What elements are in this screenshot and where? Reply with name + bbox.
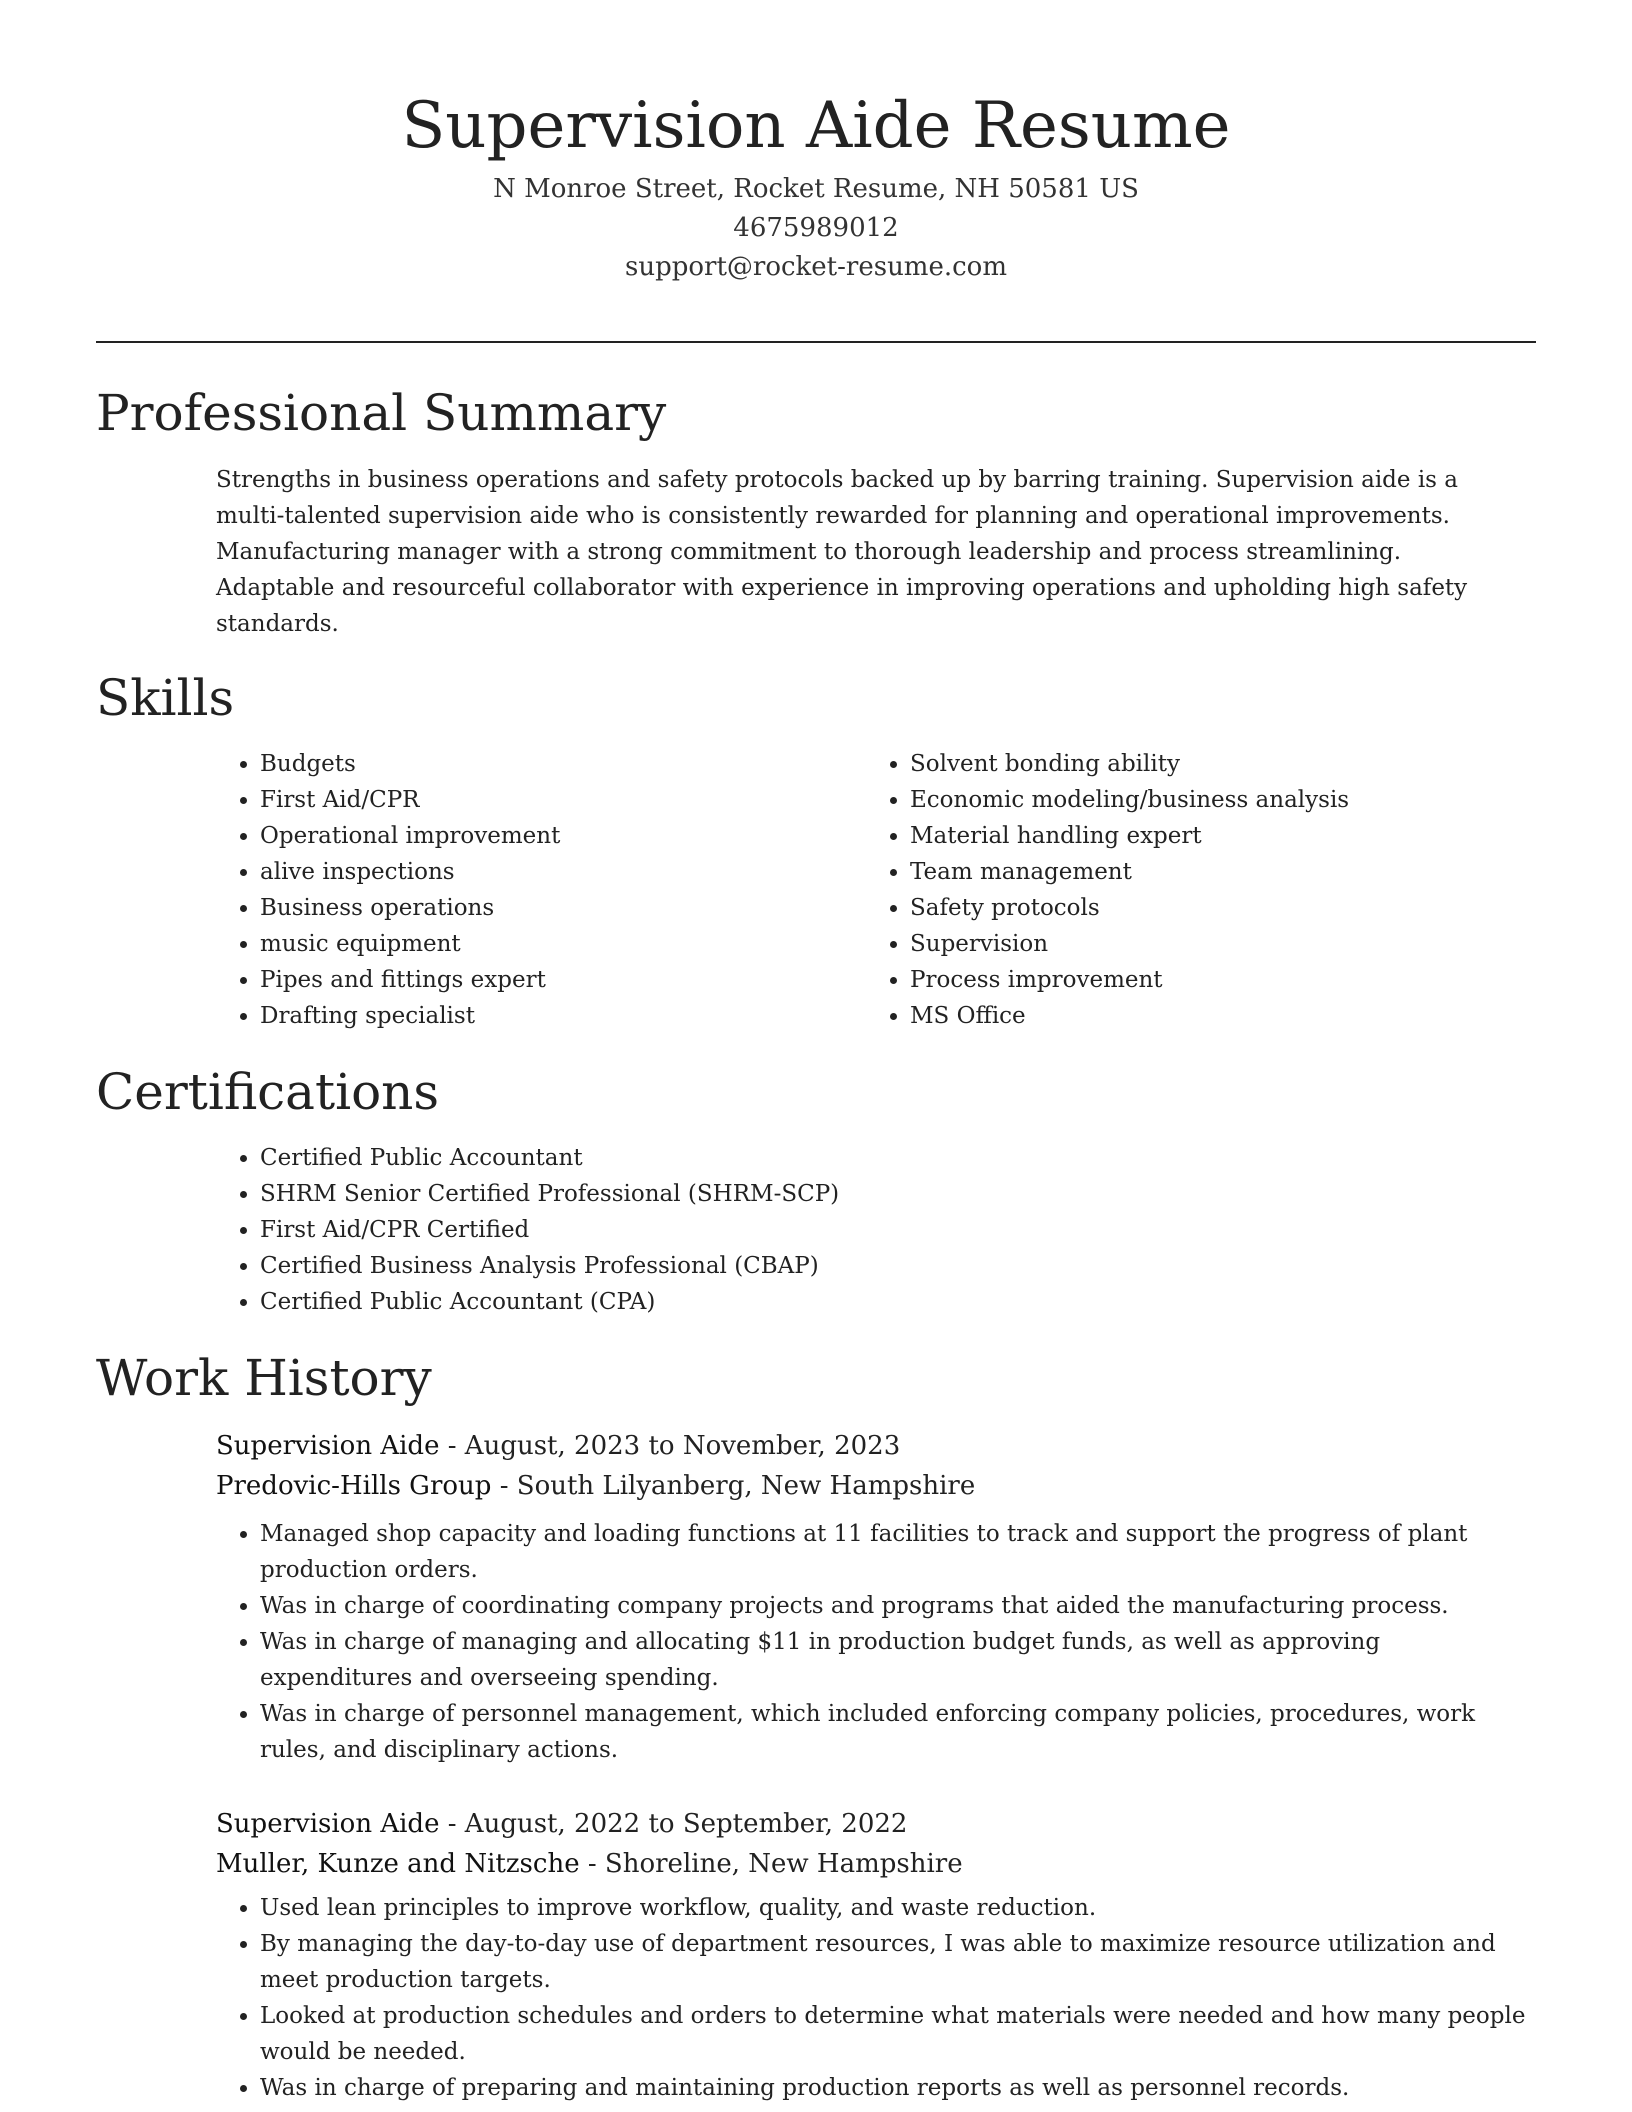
skill-item: • Supervision xyxy=(910,926,1526,962)
skill-item: • Economic modeling/business analysis xyxy=(910,782,1526,818)
skill-item: • alive inspections xyxy=(260,854,816,890)
skills-column-right xyxy=(866,746,1526,1034)
job-bullets xyxy=(216,1516,1536,1768)
job-bullet: • Was in charge of personnel management, which included enforcing company policies, procedures, work rules, and disciplinary actions. xyxy=(260,1696,1536,1768)
skill-item: • Process improvement xyxy=(910,962,1526,998)
job-entry xyxy=(216,1426,1536,1768)
job-company: Predovic-Hills Group xyxy=(216,1471,492,1501)
work-history-heading: Work History xyxy=(96,1349,432,1407)
summary-text: Strengths in business operations and safety protocols backed up by barring training. Supervision aide is a multi-talented supervision aide who is consistently rewarded for planning and operational improvements. Manufacturing manager with a strong commitment to thorough leadership and process streamlining. Adaptable and resourceful collaborator with experience in improving operations and upholding high safety standards. xyxy=(216,467,1468,637)
job-separator: - xyxy=(491,1471,517,1501)
skill-item: • Solvent bonding ability xyxy=(910,746,1526,782)
job-title: Supervision Aide xyxy=(216,1431,440,1461)
skill-item: • Safety protocols xyxy=(910,890,1526,926)
job-title-line xyxy=(216,1426,1536,1466)
job-bullet: • Used lean principles to improve workflow, quality, and waste reduction. xyxy=(260,1890,1536,1926)
job-entry xyxy=(216,1804,1536,2106)
skill-item: • Pipes and fittings expert xyxy=(260,962,816,998)
job-separator: - xyxy=(579,1849,605,1879)
certification-item: • Certified Public Accountant xyxy=(260,1140,1516,1176)
certification-item: • First Aid/CPR Certified xyxy=(260,1212,1516,1248)
job-company: Muller, Kunze and Nitzsche xyxy=(216,1849,580,1879)
job-dates: August, 2023 to November, 2023 xyxy=(464,1431,901,1461)
resume-header xyxy=(96,82,1536,287)
certifications-section xyxy=(216,1140,1516,1320)
certifications-heading: Certifications xyxy=(96,1063,440,1121)
skill-item: • Material handling expert xyxy=(910,818,1526,854)
job-company-line xyxy=(216,1844,1536,1884)
certification-item: • SHRM Senior Certified Professional (SHRM-SCP) xyxy=(260,1176,1516,1212)
job-bullet: • By managing the day-to-day use of department resources, I was able to maximize resource utilization and meet production targets. xyxy=(260,1926,1536,1998)
skill-item: • Drafting specialist xyxy=(260,998,816,1034)
job-bullet: • Was in charge of preparing and maintaining production reports as well as personnel records. xyxy=(260,2070,1536,2106)
header-divider xyxy=(96,341,1536,343)
job-bullets xyxy=(216,1890,1536,2106)
skill-item: • Business operations xyxy=(260,890,816,926)
job-bullet: • Was in charge of coordinating company projects and programs that aided the manufacturing process. xyxy=(260,1588,1536,1624)
skill-item: • Budgets xyxy=(260,746,816,782)
job-title: Supervision Aide xyxy=(216,1809,440,1839)
certification-item: • Certified Public Accountant (CPA) xyxy=(260,1284,1516,1320)
skill-item: • music equipment xyxy=(260,926,816,962)
skill-item: • MS Office xyxy=(910,998,1526,1034)
contact-address: N Monroe Street, Rocket Resume, NH 50581 US xyxy=(493,174,1139,204)
job-bullet: • Was in charge of managing and allocating $11 in production budget funds, as well as approving expenditures and overseeing spending. xyxy=(260,1624,1536,1696)
skills-list-left xyxy=(216,746,816,1034)
skill-item: • First Aid/CPR xyxy=(260,782,816,818)
skill-item: • Team management xyxy=(910,854,1526,890)
job-bullet: • Looked at production schedules and orders to determine what materials were needed and how many people would be needed. xyxy=(260,1998,1536,2070)
job-company-line xyxy=(216,1466,1536,1506)
skills-list-right xyxy=(866,746,1526,1034)
job-dates: August, 2022 to September, 2022 xyxy=(464,1809,908,1839)
job-title-line xyxy=(216,1804,1536,1844)
contact-email: support@rocket-resume.com xyxy=(624,252,1007,282)
skills-heading: Skills xyxy=(96,669,235,727)
job-location: Shoreline, New Hampshire xyxy=(604,1849,963,1879)
skill-item: • Operational improvement xyxy=(260,818,816,854)
contact-phone: 4675989012 xyxy=(733,213,899,243)
job-location: South Lilyanberg, New Hampshire xyxy=(516,1471,976,1501)
summary-heading: Professional Summary xyxy=(96,384,667,442)
job-bullet: • Managed shop capacity and loading functions at 11 facilities to track and support the progress of plant production orders. xyxy=(260,1516,1536,1588)
job-separator: - xyxy=(439,1431,465,1461)
skills-column-left xyxy=(216,746,816,1034)
certification-item: • Certified Business Analysis Professional (CBAP) xyxy=(260,1248,1516,1284)
resume-title: Supervision Aide Resume xyxy=(401,89,1231,163)
certifications-list xyxy=(216,1140,1516,1320)
job-separator: - xyxy=(439,1809,465,1839)
